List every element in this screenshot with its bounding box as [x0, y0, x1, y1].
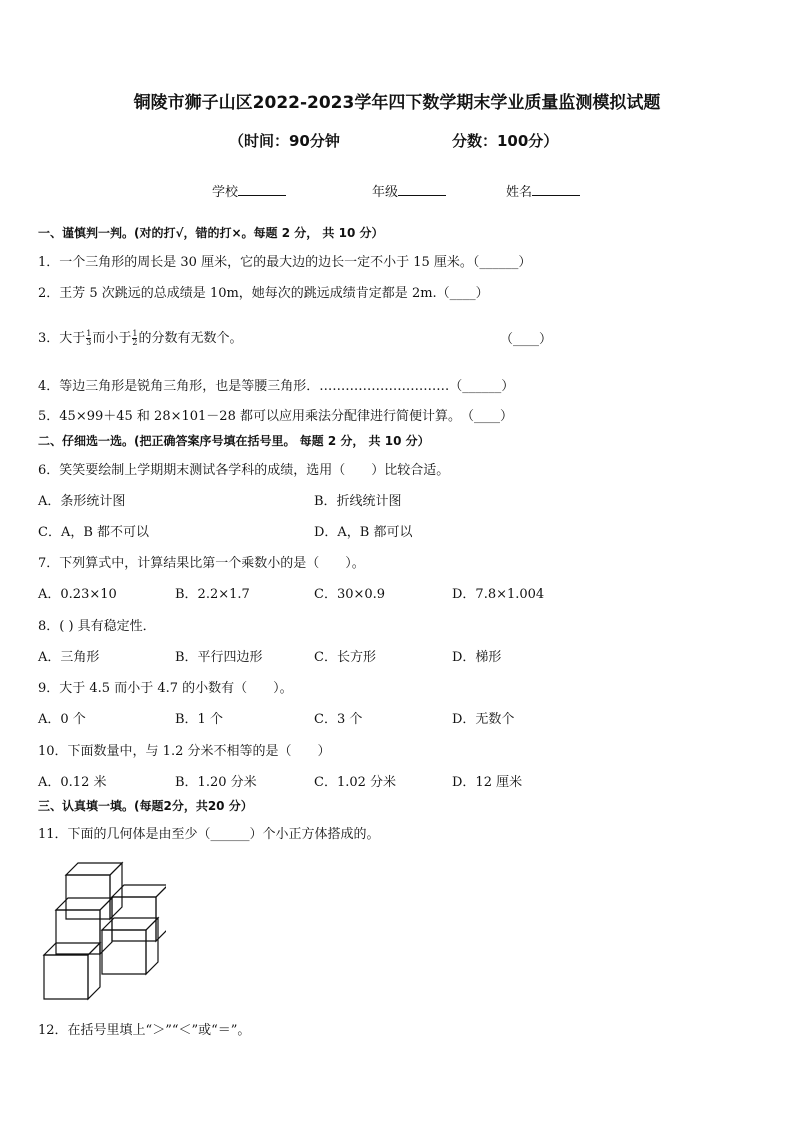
section-3-heading: 三、认真填一填。(每题2分，共20 分） — [38, 799, 253, 813]
school-field — [212, 181, 286, 200]
question-11: 11．下面的几何体是由至少（______）个小正方体搭成的。 — [38, 827, 380, 842]
name-blank[interactable] — [532, 183, 580, 196]
exam-score: 分数：100分） — [452, 132, 559, 150]
cube-1-top-face — [66, 863, 122, 875]
grade-blank[interactable] — [398, 183, 446, 196]
question-10-option-d: D．12 厘米 — [452, 775, 523, 790]
cube-4-front-face — [102, 930, 146, 974]
question-4: 4．等边三角形是锐角三角形，也是等腰三角形．…………………………（______） — [38, 379, 515, 394]
school-blank[interactable] — [238, 183, 286, 196]
question-12: 12．在括号里填上“＞”“＜”或“＝”。 — [38, 1023, 251, 1038]
cube-3-top-face — [56, 898, 112, 910]
grade-field — [372, 181, 446, 200]
question-6: 6．笑笑要绘制上学期期末测试各学科的成绩，选用（ ）比较合适。 — [38, 463, 450, 478]
question-8: 8．( ) 具有稳定性． — [38, 619, 156, 634]
cube-5-front-face — [44, 955, 88, 999]
cube-4-top-face — [102, 918, 158, 930]
question-3 — [38, 327, 243, 347]
question-3-answer-blank: （____） — [500, 332, 553, 347]
cube-2-front-face — [112, 897, 156, 941]
fraction-1-denominator: 3 — [86, 338, 92, 347]
question-10-option-c: C．1.02 分米 — [314, 775, 397, 790]
question-9-option-c: C．3 个 — [314, 712, 363, 727]
fraction-2-denominator: 2 — [132, 338, 138, 347]
fraction-2-numerator: 1 — [132, 329, 138, 338]
question-10-option-b: B．1.20 分米 — [175, 775, 257, 790]
section-2-heading: 二、仔细选一选。(把正确答案序号填在括号里。 每题 2 分， 共 10 分） — [38, 434, 430, 448]
page-title: 铜陵市狮子山区2022-2023学年四下数学期末学业质量监测模拟试题 — [133, 93, 661, 113]
question-6-option-b: B．折线统计图 — [314, 494, 402, 509]
question-10: 10．下面数量中，与 1.2 分米不相等的是（ ） — [38, 744, 331, 759]
question-9: 9．大于 4.5 而小于 4.7 的小数有（ ）。 — [38, 681, 293, 696]
question-8-option-d: D．梯形 — [452, 650, 502, 665]
question-5: 5．45×99＋45 和 28×101－28 都可以应用乘法分配律进行简便计算。 （____） — [38, 409, 513, 424]
question-7-option-c: C．30×0.9 — [314, 587, 386, 602]
question-8-option-b: B．平行四边形 — [175, 650, 263, 665]
question-6-option-c: C．A，B 都不可以 — [38, 525, 150, 540]
cube-3-front-face — [56, 910, 100, 954]
question-7: 7．下列算式中，计算结果比第一个乘数小的是（ ）。 — [38, 556, 365, 571]
question-3-text-c: 的分数有无数个。 — [138, 331, 243, 346]
question-6-option-a: A．条形统计图 — [38, 494, 126, 509]
exam-time: （时间：90分钟 — [229, 132, 340, 150]
question-9-option-b: B．1 个 — [175, 712, 223, 727]
fraction-1-numerator: 1 — [86, 329, 92, 338]
question-3-text-b: 而小于 — [92, 331, 132, 346]
question-3-text-a: 3．大于 — [38, 331, 86, 346]
cube-1-front-face — [66, 875, 110, 919]
fraction-one-half — [132, 330, 137, 347]
cube-5-side-face — [88, 943, 100, 999]
question-7-option-a: A．0.23×10 — [38, 587, 117, 602]
cube-5-top-face — [44, 943, 100, 955]
question-9-option-d: D．无数个 — [452, 712, 515, 727]
question-8-option-c: C．长方形 — [314, 650, 376, 665]
fraction-one-third — [86, 330, 91, 347]
question-6-option-d: D．A，B 都可以 — [314, 525, 413, 540]
grade-label: 年级 — [372, 185, 399, 200]
question-8-option-a: A．三角形 — [38, 650, 100, 665]
school-label: 学校 — [212, 185, 239, 200]
question-10-option-a: A．0.12 米 — [38, 775, 107, 790]
question-2: 2．王芳 5 次跳远的总成绩是 10m，她每次的跳远成绩肯定都是 2m.（____） — [38, 286, 489, 301]
section-1-heading: 一、谨慎判一判。(对的打√，错的打×。每题 2 分， 共 10 分） — [38, 226, 384, 240]
name-field — [506, 181, 580, 200]
cube-stack-figure — [36, 855, 166, 1010]
question-9-option-a: A．0 个 — [38, 712, 86, 727]
question-7-option-b: B．2.2×1.7 — [175, 587, 250, 602]
name-label: 姓名 — [506, 185, 533, 200]
question-1: 1．一个三角形的周长是 30 厘米，它的最大边的边长一定不小于 15 厘米。（______） — [38, 255, 532, 270]
question-7-option-d: D．7.8×1.004 — [452, 587, 545, 602]
